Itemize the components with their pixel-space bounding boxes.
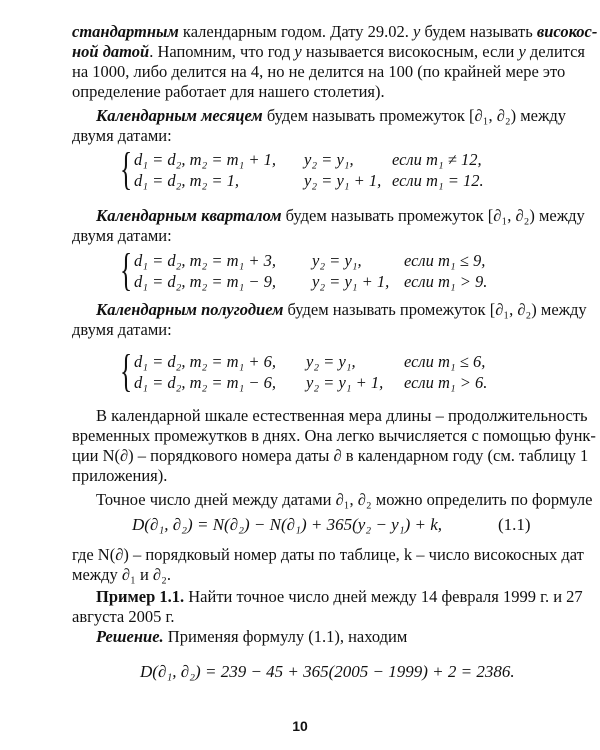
halfyear-definition: Календарным полугодием будем называть промежуток [∂₁, ∂₂) между [96, 300, 587, 319]
page-number: 10 [292, 718, 308, 734]
month-definition-line-2: двумя датами: [72, 126, 172, 145]
month-system: { d₁ = d₂, m₂ = m₁ + 1, y₂ = y₁, если m₁ ≠ 12, d₁ = d₂, m₂ = 1, y₂ = y₁ + 1, если m₁ = 12. [120, 143, 484, 194]
measure-line-3: ции N(∂) – порядкового номера даты ∂ в календарном году (см. таблицу 1 [72, 446, 589, 465]
month-definition: Календарным месяцем будем называть промежуток [∂₁, ∂₂) между [96, 106, 567, 125]
measure-line-1: В календарной шкале естественная мера длины – продолжительность [96, 406, 588, 425]
intro-line-4: определение работает для нашего столетия). [72, 82, 385, 101]
solution-formula: D(∂₁, ∂₂) = 239 − 45 + 365(2005 − 1999) + 2 = 2386. [140, 662, 515, 681]
measure-line-2: временных промежутков в днях. Она легко вычисляется с помощью функ- [72, 426, 596, 445]
example-line-2: августа 2005 г. [72, 607, 175, 626]
exact-after-2: между ∂₁ и ∂₂. [72, 565, 171, 584]
formula-1-1: D(∂₁, ∂₂) = N(∂₂) − N(∂₁) + 365(y₂ − y₁) + k, [132, 515, 443, 534]
brace-icon: { [120, 244, 133, 295]
exact-after-1: где N(∂) – порядковый номер даты по таблице, k – число високосных дат [72, 545, 584, 564]
halfyear-definition-line-2: двумя датами: [72, 320, 172, 339]
brace-icon: { [120, 143, 133, 194]
measure-line-4: приложения). [72, 466, 168, 485]
halfyear-system: { d₁ = d₂, m₂ = m₁ + 6, y₂ = y₁, если m₁ ≤ 6, d₁ = d₂, m₂ = m₁ − 6, y₂ = y₁ + 1, если m₁ > 6. [120, 345, 488, 396]
solution-line: Решение. Применяя формулу (1.1), находим [96, 627, 408, 646]
intro-line-3: на 1000, либо делится на 4, но не делится на 100 (по крайней мере это [72, 62, 566, 81]
intro-line-2: ной датой. Напомним, что год y называется високосным, если y делится [72, 42, 586, 61]
intro-line-1: стандартным календарным годом. Дату 29.02. y будем называть високос- [72, 22, 598, 41]
quarter-definition: Календарным кварталом будем называть промежуток [∂₁, ∂₂) между [96, 206, 585, 225]
quarter-system: { d₁ = d₂, m₂ = m₁ + 3, y₂ = y₁, если m₁ ≤ 9, d₁ = d₂, m₂ = m₁ − 9, y₂ = y₁ + 1, если m₁ > 9. [120, 244, 488, 295]
equation-number: (1.1) [498, 515, 531, 534]
brace-icon: { [120, 345, 133, 396]
example-line-1: Пример 1.1. Найти точное число дней между 14 февраля 1999 г. и 27 [96, 587, 583, 606]
exact-line-1: Точное число дней между датами ∂₁, ∂₂ можно определить по формуле [96, 490, 593, 509]
quarter-definition-line-2: двумя датами: [72, 226, 172, 245]
